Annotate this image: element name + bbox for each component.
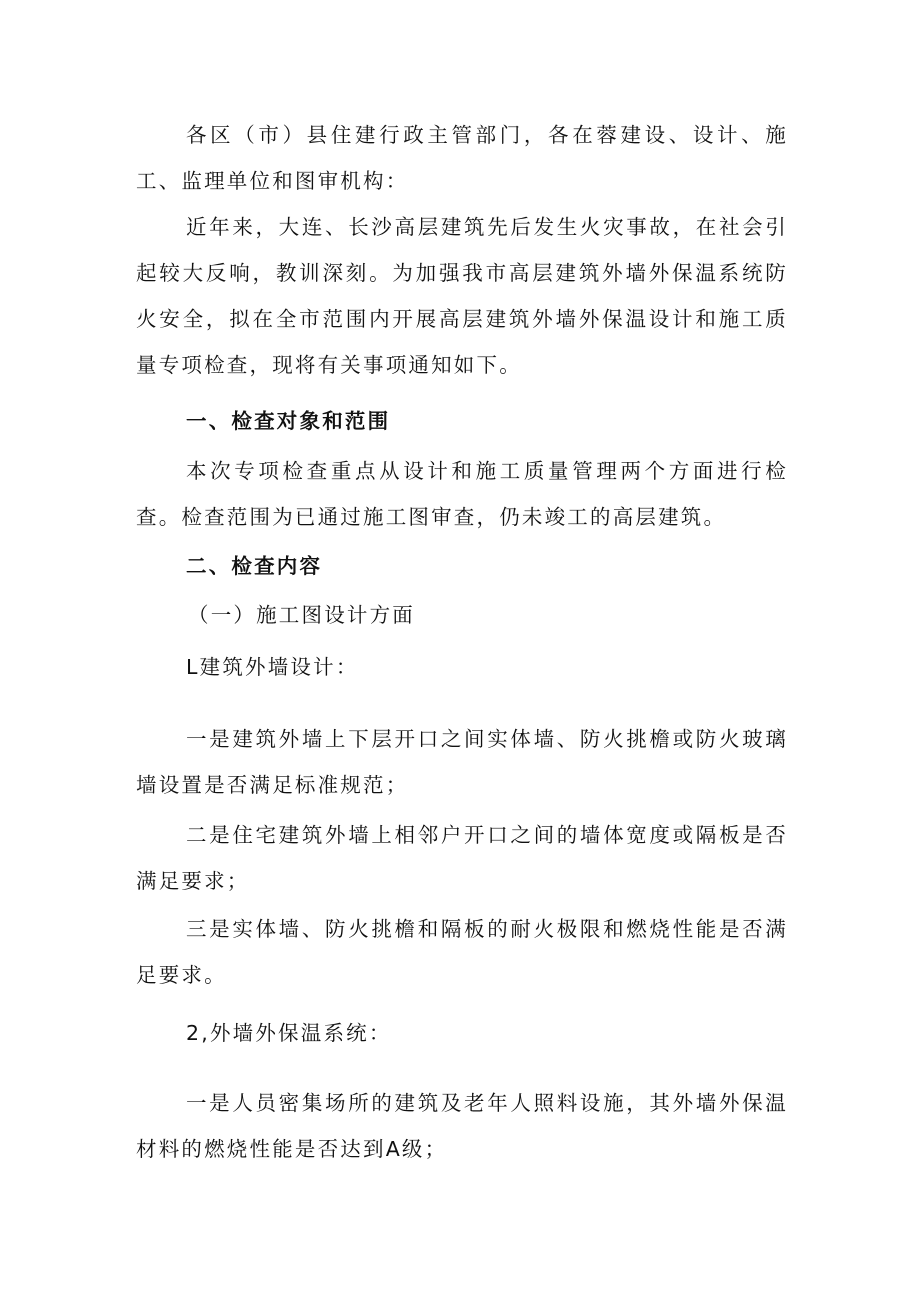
item1-point-1: 一是建筑外墙上下层开口之间实体墙、防火挑檐或防火玻璃墙设置是否满足标准规范；: [136, 727, 788, 797]
section1-heading: 一、检查对象和范围: [186, 409, 391, 433]
item1-point-3: 三是实体墙、防火挑檐和隔板的耐火极限和燃烧性能是否满足要求。: [136, 917, 788, 987]
section1-body: 本次专项检查重点从设计和施工质量管理两个方面进行检查。检查范围为已通过施工图审查，仍未竣工的高层建筑。: [136, 459, 788, 529]
intro-paragraph: 近年来，大连、长沙高层建筑先后发生火灾事故，在社会引起较大反响，教训深刻。为加强我市高层建筑外墙外保温系统防火安全，拟在全市范围内开展高层建筑外墙外保温设计和施工质量专项检查，现将有关事项通知如下。: [136, 215, 788, 377]
item2-point-1: 一是人员密集场所的建筑及老年人照料设施，其外墙外保温材料的燃烧性能是否达到A级；: [136, 1091, 788, 1161]
item1-title: L建筑外墙设计：: [186, 655, 359, 679]
section2-subheading: （一）施工图设计方面: [188, 603, 415, 627]
item1-point-2: 二是住宅建筑外墙上相邻户开口之间的墙体宽度或隔板是否满足要求；: [136, 823, 788, 893]
item2-title: 2,外墙外保温系统：: [186, 1021, 392, 1045]
salutation-paragraph: 各区（市）县住建行政主管部门，各在蓉建设、设计、施工、监理单位和图审机构：: [136, 123, 788, 193]
section2-heading: 二、检查内容: [186, 554, 323, 578]
